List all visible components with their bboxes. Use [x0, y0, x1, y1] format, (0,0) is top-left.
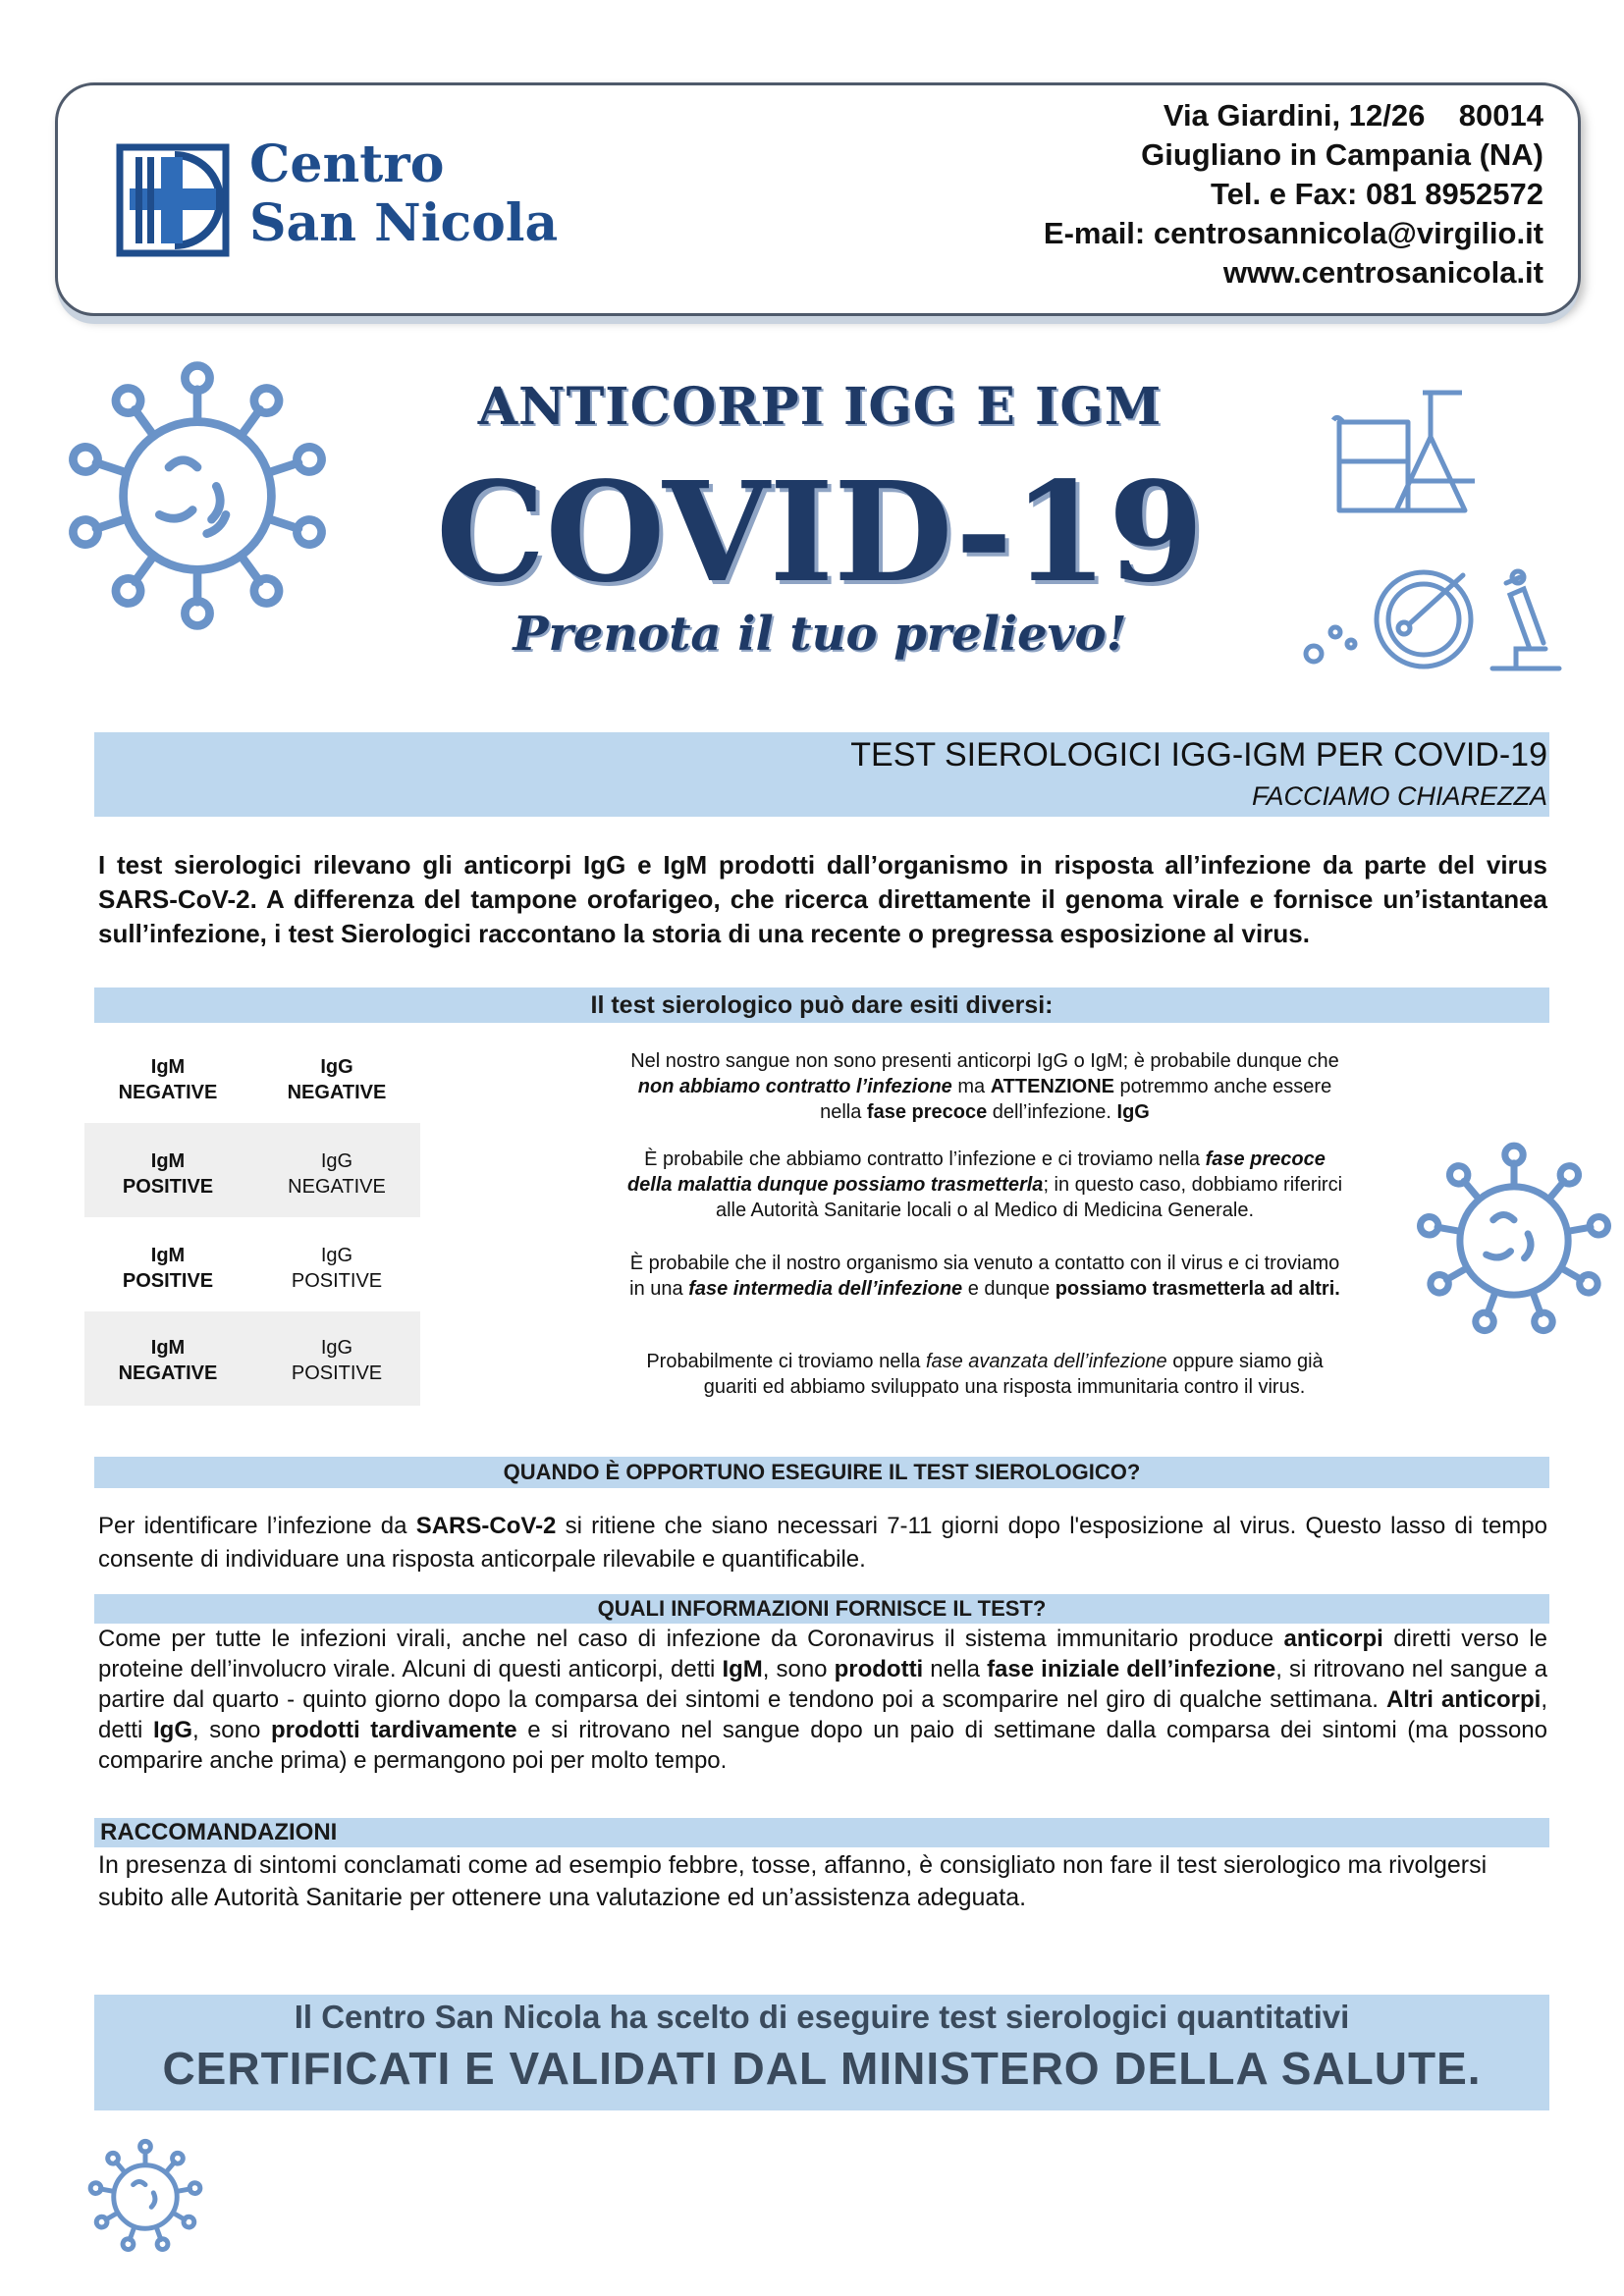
intro-paragraph: I test sierologici rilevano gli anticorpi IgG e IgM prodotti dall’organismo in risposta all’infezione da parte del virus SARS-CoV-2. A differenza del tampone orofarigeo, che ricerca direttamente il genoma virale e fornisce un’istantanea sull’infezione, i test Sierologici raccontano la storia di una recente o pregressa esposizione al virus.	[98, 850, 1547, 948]
desc-text: Probabilmente ci troviamo nella	[646, 1351, 926, 1372]
info-text: Come per tutte le infezioni virali, anche nel caso di infezione da Coronavirus il sistema immunitario produce	[98, 1626, 1284, 1652]
igg-value: POSITIVE	[291, 1362, 383, 1384]
result-description	[568, 1048, 1402, 1125]
igg-value: NEGATIVE	[288, 1176, 386, 1198]
desc-line	[568, 1099, 1402, 1125]
desc-line	[568, 1074, 1402, 1099]
city: Giugliano in Campania (NA)	[1141, 137, 1543, 172]
info-text: , si ritrovano nel sangue a partire dal quarto - quinto giorno dopo la comparsa dei sintomi e tendono poi a scomparire nel giro di qualche settimana.	[98, 1656, 1548, 1713]
desc-emph: fase intermedia dell’infezione	[688, 1278, 963, 1300]
igm-label: IgM	[150, 1056, 186, 1078]
desc-line: alle Autorità Sanitarie locali o al Medico di Medicina Generale.	[715, 1200, 1255, 1221]
igg-label: IgG	[320, 1337, 353, 1359]
igm-value: NEGATIVE	[118, 1082, 218, 1103]
desc-text: nella	[820, 1101, 867, 1123]
igm-value: NEGATIVE	[118, 1362, 218, 1384]
igg-cell	[253, 1148, 420, 1200]
desc-text: e dunque	[962, 1278, 1056, 1300]
result-description	[568, 1251, 1402, 1302]
virus-icon-medium	[1410, 1137, 1618, 1345]
desc-emph: della malattia dunque possiamo trasmetterla	[626, 1174, 1044, 1196]
desc-line	[568, 1147, 1402, 1172]
igg-label: IgG	[320, 1245, 353, 1266]
desc-emph: fase precoce	[1205, 1148, 1326, 1170]
esiti-heading: Il test sierologico può dare esiti diversi:	[94, 988, 1549, 1023]
info-emph: IgG	[153, 1717, 192, 1743]
desc-text: potremmo anche essere	[1113, 1076, 1332, 1097]
igg-value: POSITIVE	[291, 1270, 383, 1292]
quando-paragraph	[98, 1510, 1547, 1576]
footer-line-1: Il Centro San Nicola ha scelto di eseguire test sierologici quantitativi	[294, 1999, 1350, 2035]
igm-value: POSITIVE	[122, 1270, 214, 1292]
info-emph: prodotti tardivamente	[270, 1717, 517, 1743]
igm-cell	[84, 1335, 251, 1386]
hero-subtitle: ANTICORPI IGG E IGM	[477, 377, 1163, 437]
address: Via Giardini, 12/26 80014	[1163, 98, 1543, 133]
lab-petri-microscope-icon	[1296, 565, 1565, 677]
igg-cell	[253, 1054, 420, 1105]
quando-text: Per identificare l’infezione da	[98, 1513, 416, 1539]
desc-line: È probabile che il nostro organismo sia venuto a contatto con il virus e ci troviamo	[629, 1253, 1340, 1274]
info-text: diretti verso le proteine dell’involucro virale. Alcuni di questi anticorpi, detti	[98, 1626, 1548, 1682]
quando-text: si ritiene che siano necessari 7-11 giorni dopo l'esposizione al virus. Questo lasso di tempo consente di individuare una risposta anticorpale rilevabile e quantificabile.	[98, 1513, 1547, 1573]
igg-cell	[253, 1243, 420, 1294]
desc-text: ma	[951, 1076, 991, 1097]
logo-name	[249, 135, 558, 253]
desc-text: dell’infezione.	[987, 1101, 1117, 1123]
igm-label: IgM	[150, 1245, 186, 1266]
quando-emph: SARS-CoV-2	[415, 1513, 557, 1539]
info-emph: IgM	[722, 1656, 763, 1682]
igg-label: IgG	[320, 1056, 353, 1078]
info-paragraph	[98, 1624, 1547, 1776]
hero-tagline: Prenota il tuo prelievo!	[513, 607, 1127, 662]
igm-label: IgM	[150, 1337, 186, 1359]
igm-value: POSITIVE	[122, 1176, 214, 1198]
desc-line	[568, 1172, 1402, 1198]
centro-san-nicola-logo-icon	[116, 143, 230, 257]
info-emph: Altri anticorpi	[1385, 1686, 1542, 1713]
logo-line-2: San Nicola	[249, 193, 559, 253]
info-text: , sono	[762, 1656, 835, 1682]
raccomandazioni-paragraph: In presenza di sintomi conclamati come ad esempio febbre, tosse, affanno, è consigliato non fare il test sierologico ma rivolgersi subito alle Autorità Sanitarie per ottenere una valutazione ed un’assistenza adeguata.	[98, 1851, 1488, 1911]
website-link[interactable]: www.centrosanicola.it	[1222, 255, 1543, 290]
desc-line: guariti ed abbiamo sviluppato una risposta immunitaria contro il virus.	[703, 1376, 1306, 1398]
email-link[interactable]: E-mail: centrosannicola@virgilio.it	[1043, 216, 1543, 250]
info-emph: anticorpi	[1283, 1626, 1383, 1652]
info-heading: QUALI INFORMAZIONI FORNISCE IL TEST?	[94, 1594, 1549, 1624]
info-text: , detti	[98, 1686, 1547, 1743]
info-text: , sono	[192, 1717, 271, 1743]
virus-icon-small	[84, 2136, 206, 2258]
desc-emph: possiamo trasmetterla ad altri.	[1055, 1278, 1340, 1300]
section-subtitle: FACCIAMO CHIAREZZA	[1251, 781, 1547, 811]
section-title: TEST SIEROLOGICI IGG-IGM PER COVID-19	[850, 736, 1547, 774]
result-description	[568, 1349, 1402, 1400]
footer-line-2: CERTIFICATI E VALIDATI DAL MINISTERO DELLA SALUTE.	[162, 2043, 1482, 2094]
info-text: nella	[923, 1656, 988, 1682]
desc-emph: ATTENZIONE	[990, 1076, 1114, 1097]
lab-flask-icon	[1329, 383, 1477, 530]
igg-label: IgG	[320, 1150, 353, 1172]
info-emph: fase iniziale dell’infezione	[987, 1656, 1276, 1682]
igm-cell	[84, 1054, 251, 1105]
desc-emph: IgG	[1116, 1101, 1150, 1123]
desc-text: oppure siamo già	[1166, 1351, 1324, 1372]
desc-emph: non abbiamo contratto l’infezione	[637, 1076, 952, 1097]
igm-label: IgM	[150, 1150, 186, 1172]
quando-heading: QUANDO È OPPORTUNO ESEGUIRE IL TEST SIEROLOGICO?	[94, 1457, 1549, 1488]
result-description	[568, 1147, 1402, 1223]
info-text: e si ritrovano nel sangue dopo un paio di settimane dalla comparsa dei sintomi (ma possono comparire anche prima) e permangono poi per molto tempo.	[98, 1717, 1548, 1774]
igm-cell	[84, 1148, 251, 1200]
raccomandazioni-heading: RACCOMANDAZIONI	[94, 1818, 1549, 1847]
desc-line	[568, 1349, 1402, 1374]
logo-line-1: Centro	[249, 134, 445, 194]
desc-text: in una	[629, 1278, 689, 1300]
desc-text: ; in questo caso, dobbiamo riferirci	[1043, 1174, 1343, 1196]
hero-title: COVID-19	[436, 453, 1204, 614]
desc-emph: fase avanzata dell’infezione	[925, 1351, 1167, 1372]
desc-line: Nel nostro sangue non sono presenti anticorpi IgG o IgM; è probabile dunque che	[630, 1050, 1339, 1072]
desc-line	[568, 1276, 1402, 1302]
phone: Tel. e Fax: 081 8952572	[1211, 177, 1543, 211]
desc-text: È probabile che abbiamo contratto l’infezione e ci troviamo nella	[644, 1148, 1206, 1170]
info-emph: prodotti	[834, 1656, 924, 1682]
virus-icon-large	[55, 353, 340, 638]
contact-info	[1044, 96, 1543, 293]
igm-cell	[84, 1243, 251, 1294]
desc-emph: fase precoce	[866, 1101, 988, 1123]
igg-value: NEGATIVE	[287, 1082, 387, 1103]
igg-cell	[253, 1335, 420, 1386]
